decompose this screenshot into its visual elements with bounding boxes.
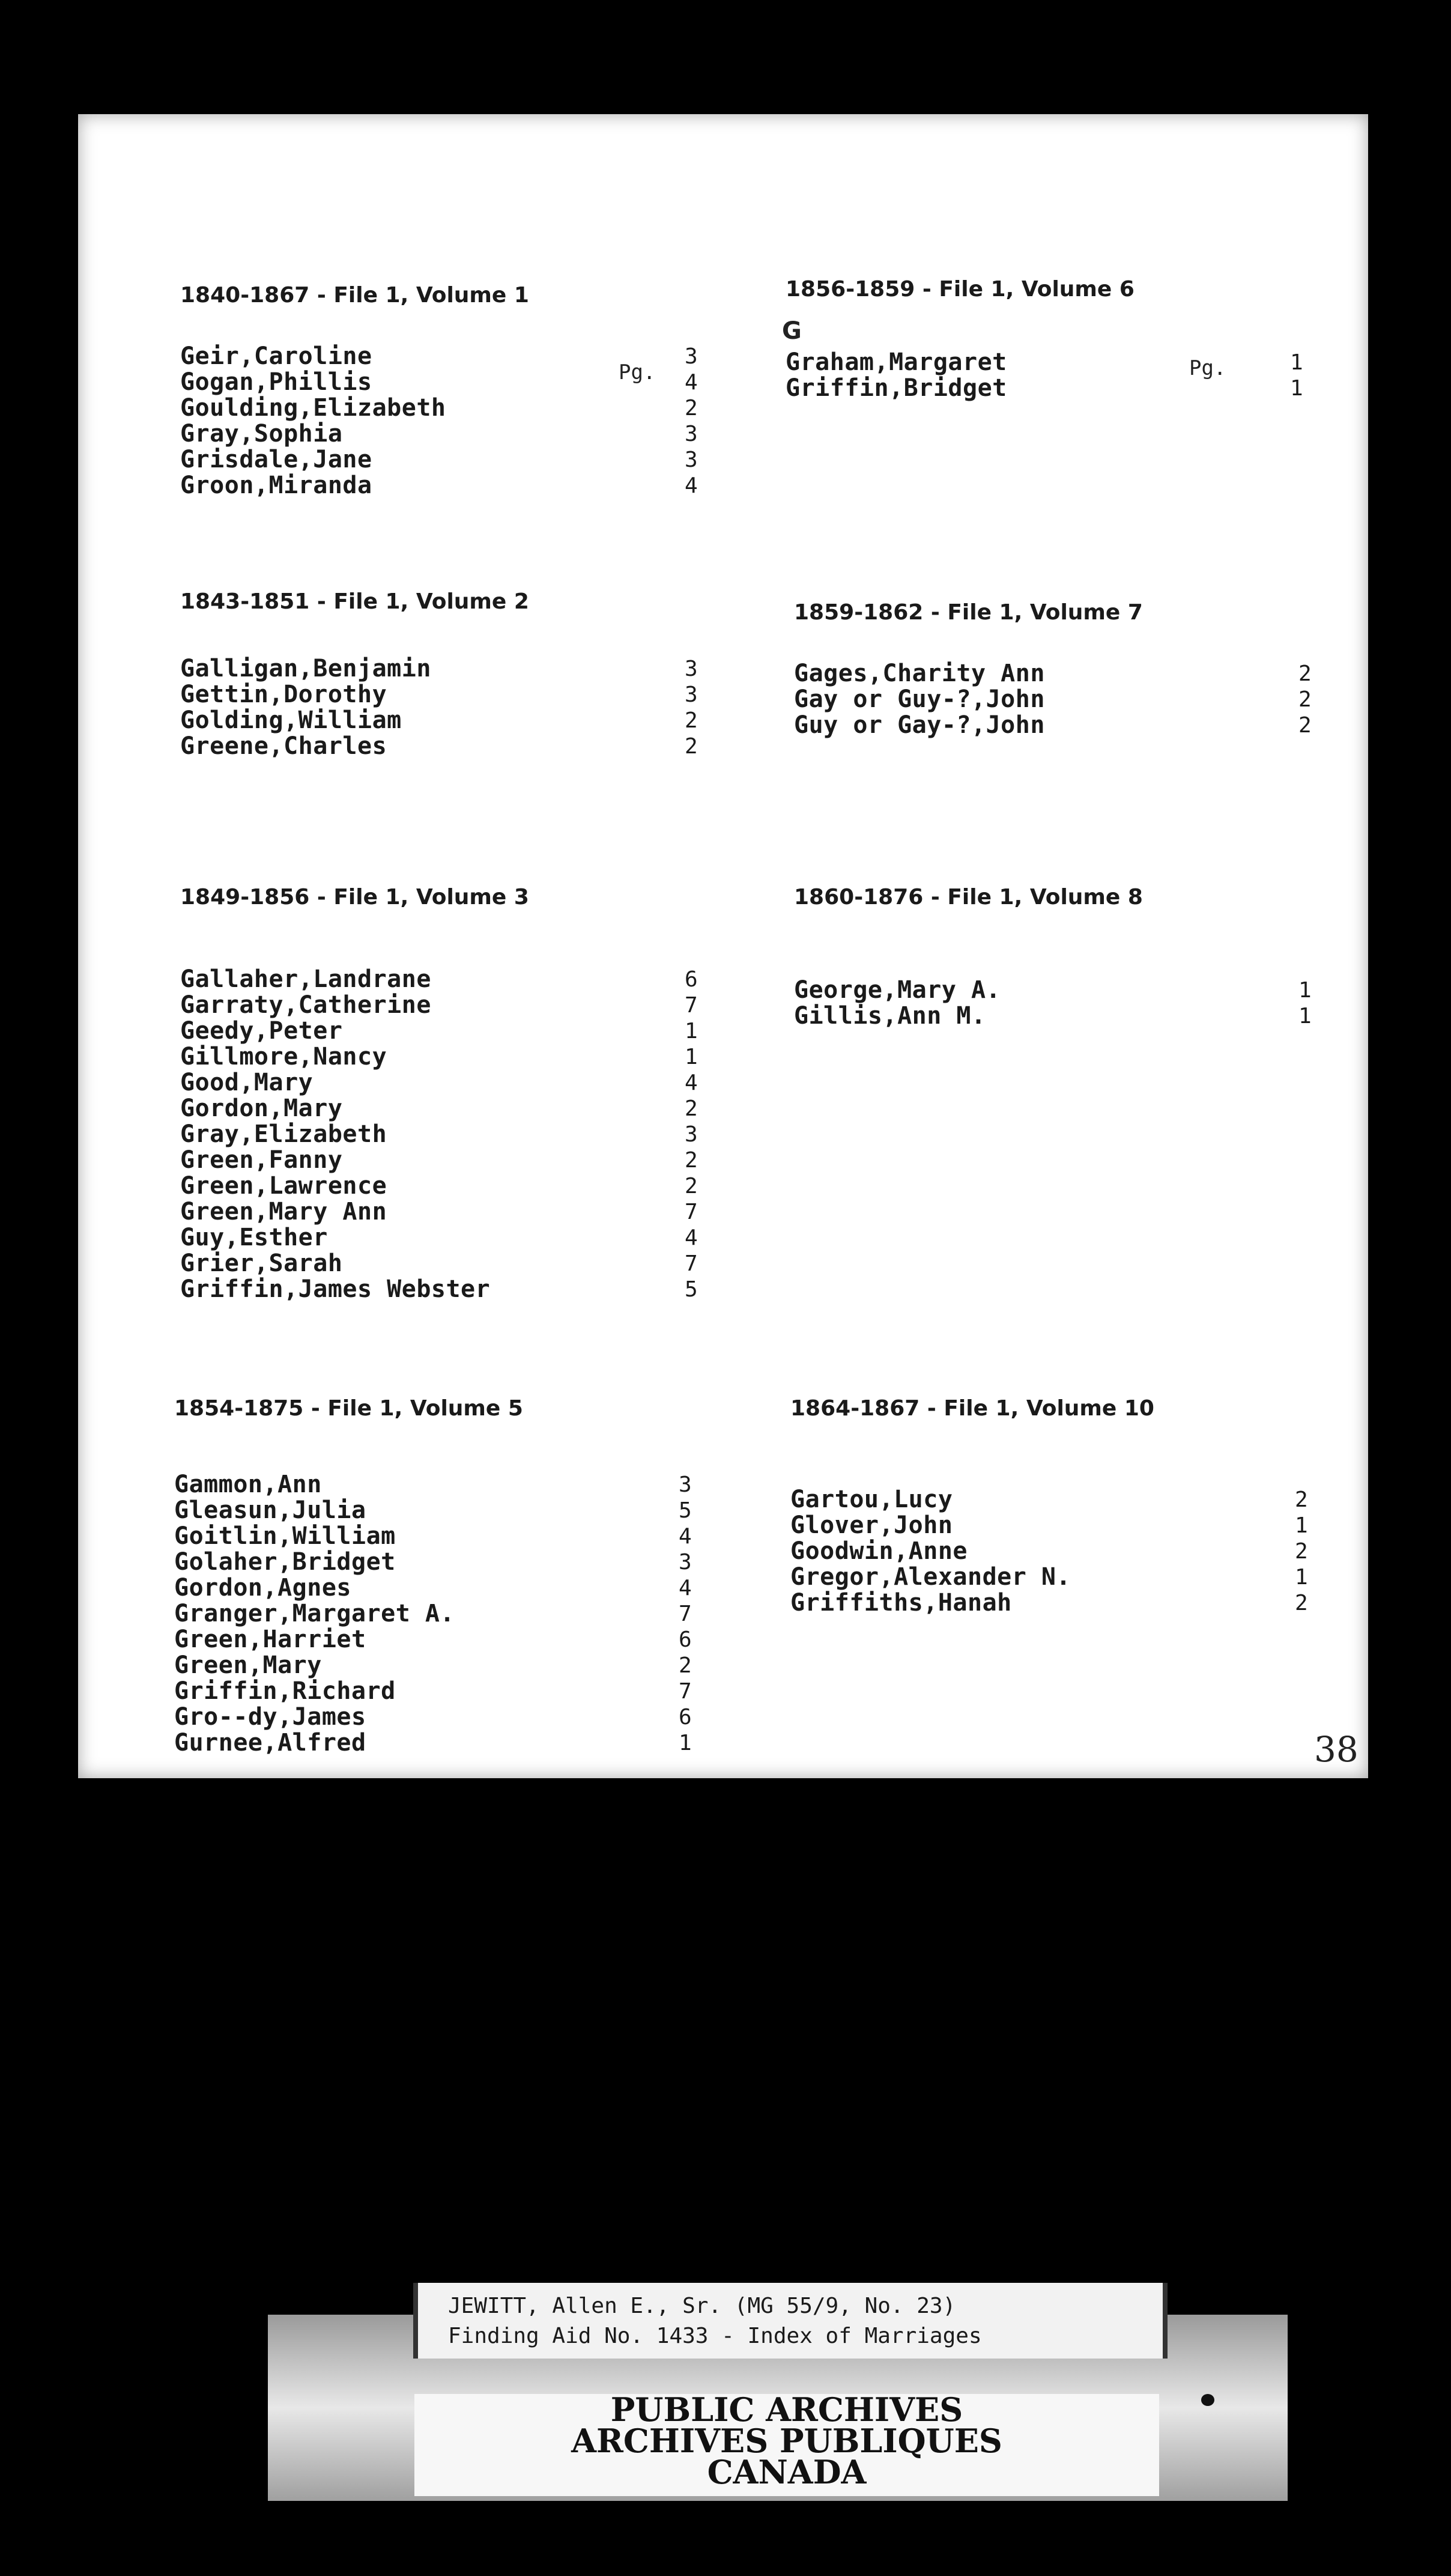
list-item: Gordon,Agnes 4 — [174, 1574, 692, 1602]
section-heading: 1849-1856 - File 1, Volume 3 — [180, 885, 529, 910]
list-item: Garraty,Catherine 7 — [180, 991, 698, 1019]
list-item: Green,Lawrence 2 — [180, 1172, 698, 1200]
list-item: Gleasun,Julia 5 — [174, 1496, 692, 1524]
list-item: Gregor,Alexander N. 1 — [790, 1563, 1309, 1591]
list-item: Griffin,Bridget 1 — [786, 374, 1304, 402]
list-item: Greene,Charles 2 — [180, 732, 698, 760]
list-item: Gro--dy,James 6 — [174, 1703, 692, 1731]
list-item: Geedy,Peter 1 — [180, 1017, 698, 1045]
list-item: Gettin,Dorothy 3 — [180, 681, 698, 708]
section-heading: 1859-1862 - File 1, Volume 7 — [794, 600, 1143, 625]
section-heading: 1840-1867 - File 1, Volume 1 — [180, 283, 529, 308]
list-item: Graham,Margaret 1 — [786, 348, 1304, 376]
page-column-label: Pg. — [1189, 356, 1226, 380]
list-item: Geir,Caroline 3 — [180, 342, 698, 370]
index-letter: G — [782, 317, 802, 345]
list-item: Gogan,Phillis 4 — [180, 368, 698, 396]
stamp-line-3: CANADA — [707, 2453, 867, 2491]
list-item: Griffin,James Webster 5 — [180, 1275, 698, 1303]
list-item: Green,Mary Ann 7 — [180, 1198, 698, 1226]
list-item: Gay or Guy-?,John 2 — [794, 685, 1312, 713]
section-vol-8 — [794, 879, 1353, 1030]
section-heading: 1864-1867 - File 1, Volume 10 — [790, 1396, 1154, 1421]
list-item: Groon,Miranda 4 — [180, 472, 698, 499]
list-item: Grier,Sarah 7 — [180, 1250, 698, 1277]
page-column-label: Pg. — [619, 360, 656, 384]
handwritten-page-number: 38 — [1314, 1729, 1359, 1770]
ink-mark — [1201, 2394, 1214, 2406]
list-item: Golaher,Bridget 3 — [174, 1548, 692, 1576]
entry-list — [174, 1472, 733, 1756]
list-item: Granger,Margaret A. 7 — [174, 1600, 692, 1627]
entry-list — [794, 661, 1353, 738]
list-item: Gurnee,Alfred 1 — [174, 1729, 692, 1757]
list-item: Gartou,Lucy 2 — [790, 1486, 1309, 1513]
section-vol-7 — [794, 595, 1353, 739]
caption-line-2: Finding Aid No. 1433 - Index of Marriages — [448, 2324, 982, 2348]
list-item: Goulding,Elizabeth 2 — [180, 394, 698, 422]
list-item: Grisdale,Jane 3 — [180, 446, 698, 473]
list-item: Glover,John 1 — [790, 1511, 1309, 1539]
list-item: Goodwin,Anne 2 — [790, 1537, 1309, 1565]
entry-list — [180, 656, 739, 759]
section-vol-5 — [174, 1391, 733, 1757]
caption-line-1: JEWITT, Allen E., Sr. (MG 55/9, No. 23) — [448, 2294, 956, 2318]
entry-list — [794, 977, 1353, 1029]
list-item: Gillmore,Nancy 1 — [180, 1043, 698, 1071]
list-item: Griffin,Richard 7 — [174, 1677, 692, 1705]
list-item: Gillis,Ann M. 1 — [794, 1002, 1312, 1030]
list-item: Gammon,Ann 3 — [174, 1471, 692, 1498]
list-item: Gray,Sophia 3 — [180, 420, 698, 448]
section-heading: 1843-1851 - File 1, Volume 2 — [180, 589, 529, 614]
list-item: Galligan,Benjamin 3 — [180, 655, 698, 682]
list-item: Gages,Charity Ann 2 — [794, 660, 1312, 687]
finding-aid-caption — [413, 2283, 1168, 2359]
list-item: Golding,William 2 — [180, 706, 698, 734]
list-item: Green,Fanny 2 — [180, 1146, 698, 1174]
section-vol-3 — [180, 879, 739, 1303]
entry-list — [786, 350, 1344, 401]
list-item: Good,Mary 4 — [180, 1069, 698, 1096]
section-heading: 1856-1859 - File 1, Volume 6 — [786, 277, 1134, 302]
section-heading: 1854-1875 - File 1, Volume 5 — [174, 1396, 523, 1421]
public-archives-stamp — [414, 2390, 1159, 2496]
stamp-line-2: ARCHIVES PUBLIQUES — [571, 2422, 1002, 2460]
list-item: Green,Mary 2 — [174, 1651, 692, 1679]
document-page — [78, 114, 1368, 1778]
list-item: Goitlin,William 4 — [174, 1522, 692, 1550]
list-item: Guy,Esther 4 — [180, 1224, 698, 1251]
entry-list — [790, 1487, 1349, 1616]
list-item: George,Mary A. 1 — [794, 976, 1312, 1004]
list-item: Griffiths,Hanah 2 — [790, 1589, 1309, 1617]
section-heading: 1860-1876 - File 1, Volume 8 — [794, 885, 1143, 910]
entry-list — [180, 967, 739, 1302]
list-item: Gordon,Mary 2 — [180, 1095, 698, 1122]
list-item: Gallaher,Landrane 6 — [180, 965, 698, 993]
stamp-line-1: PUBLIC ARCHIVES — [610, 2390, 963, 2429]
list-item: Guy or Gay-?,John 2 — [794, 711, 1312, 739]
list-item: Gray,Elizabeth 3 — [180, 1120, 698, 1148]
section-vol-10 — [790, 1391, 1349, 1617]
section-vol-2 — [180, 584, 739, 760]
list-item: Green,Harriet 6 — [174, 1626, 692, 1653]
